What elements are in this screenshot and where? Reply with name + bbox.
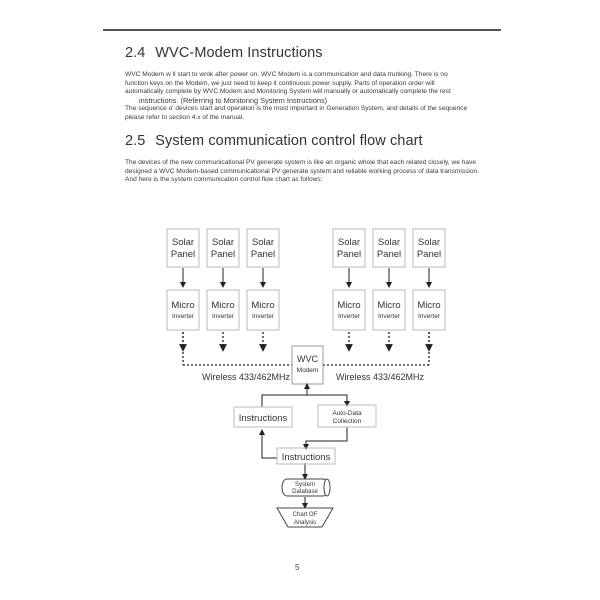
section-2-4-body: WVC Modem w ll start to wrok after power on. WVC Modem is a communication and data trunking. There is no function keys on the Modem, we just need to keep it continuous power supply. Parts of operation order will automatically complete by WVC Modem and Monitoring System will manually or automatically complete the rest instructions. (Referring to Monitoring System Instructions) The sequence o' devices start and operation is the most important in Generation System, and details of the sequence please refer to section 4.x of the manual.: [125, 71, 468, 121]
svg-text:Inverter: Inverter: [337, 313, 361, 320]
svg-text:Panel: Panel: [170, 249, 196, 260]
svg-text:Inverter: Inverter: [417, 313, 441, 320]
section-2-5-body: The devices of the new communicational PV generate system is like an organic whole that each related closely, we have designed a WVC Modem-based communicational PV generate system and reliable working process of data transmission. And here is the system communication control flow chart as follows:: [125, 159, 480, 184]
svg-text:Solar: Solar: [417, 237, 441, 248]
micro-inverter-labels: [171, 300, 440, 320]
svg-text:Micro: Micro: [251, 300, 275, 311]
svg-text:Micro: Micro: [171, 300, 195, 311]
svg-text:Solar: Solar: [211, 237, 235, 248]
modem-label: WVC: [297, 354, 318, 364]
solar-panel-labels: [171, 237, 441, 260]
page-number: 5: [295, 563, 300, 572]
instructions-upper-label: Instructions: [238, 413, 288, 424]
svg-text:Micro: Micro: [417, 300, 441, 311]
svg-text:Inverter: Inverter: [171, 313, 195, 320]
svg-text:Panel: Panel: [416, 249, 442, 260]
database-sublabel: Database: [292, 489, 318, 495]
instructions-lower-label: Instructions: [281, 452, 331, 463]
svg-text:Solar: Solar: [337, 237, 361, 248]
svg-text:Inverter: Inverter: [377, 313, 401, 320]
svg-text:Panel: Panel: [376, 249, 402, 260]
section-2-4-heading: 2.4 WVC-Modem Instructions: [125, 45, 323, 61]
svg-text:Inverter: Inverter: [211, 313, 235, 320]
wireless-label-left: Wireless 433/462MHz: [202, 372, 291, 382]
svg-text:Panel: Panel: [250, 249, 276, 260]
svg-text:Panel: Panel: [336, 249, 362, 260]
solar-panels: [167, 229, 445, 267]
panel-to-inverter-arrows: [183, 268, 429, 285]
auto-data-sublabel: Collection: [332, 418, 362, 425]
section-2-5-heading: 2.5 System communication control flow chart: [125, 133, 423, 149]
svg-text:Micro: Micro: [377, 300, 401, 311]
svg-text:Solar: Solar: [171, 237, 195, 248]
svg-text:Micro: Micro: [337, 300, 361, 311]
svg-text:Solar: Solar: [377, 237, 401, 248]
svg-text:Panel: Panel: [210, 249, 236, 260]
database-label: System: [294, 482, 316, 488]
wvc-modem-box: [292, 346, 323, 384]
analysis-label: Chart OF: [292, 512, 318, 518]
modem-sublabel: Modem: [296, 367, 319, 374]
svg-text:Solar: Solar: [251, 237, 275, 248]
svg-text:Inverter: Inverter: [251, 313, 275, 320]
svg-text:Micro: Micro: [211, 300, 235, 311]
micro-inverters: [167, 290, 445, 330]
auto-data-label: Auto-Data: [332, 410, 362, 417]
analysis-sublabel: Analysis: [293, 520, 317, 526]
wireless-label-right: Wireless 433/462MHz: [336, 372, 425, 382]
